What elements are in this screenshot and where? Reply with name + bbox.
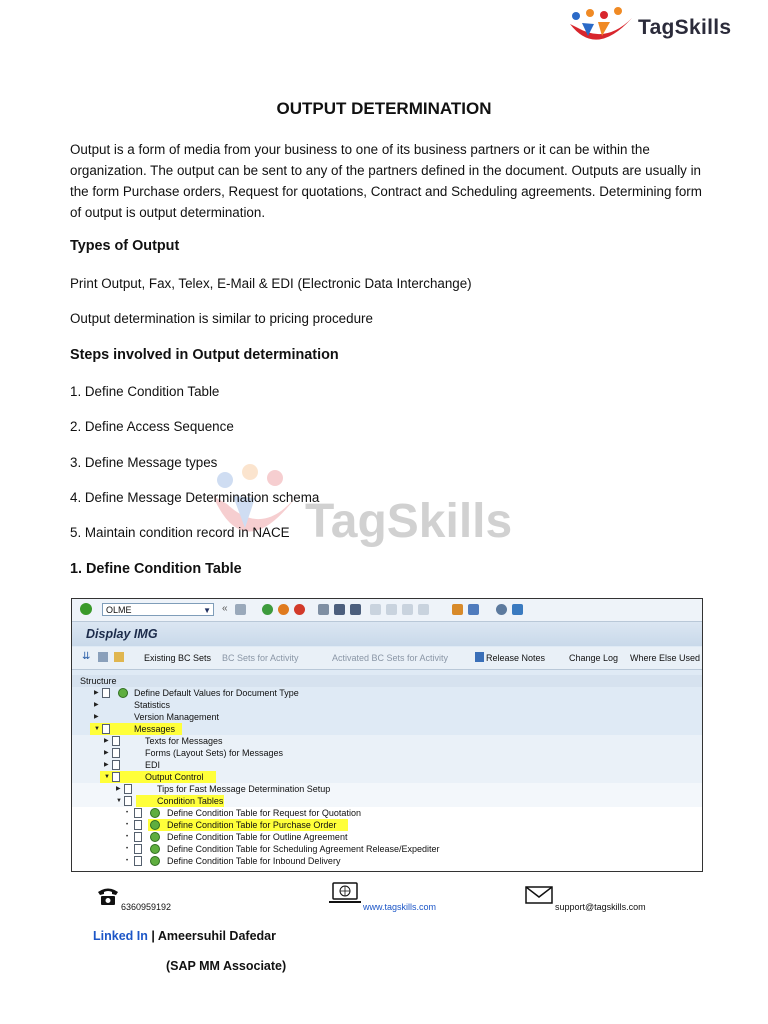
expand-subtree-icon[interactable]: ⇊	[82, 651, 91, 662]
collapse-icon[interactable]	[98, 652, 108, 662]
exit-icon[interactable]	[278, 604, 289, 615]
website-link[interactable]: www.tagskills.com	[363, 902, 437, 912]
author-line	[93, 929, 276, 943]
bc-sets-for-activity-button[interactable]: BC Sets for Activity	[222, 653, 299, 663]
tree-node-label: Define Condition Table for Outline Agreement	[167, 832, 348, 842]
step-item: 4. Define Message Determination schema	[70, 490, 320, 505]
tree-node-label: Condition Tables	[157, 796, 224, 806]
watermark-logo-icon	[205, 460, 305, 570]
email-address[interactable]: support@tagskills.com	[555, 902, 646, 912]
website-icon	[328, 882, 362, 906]
bc-set-icon[interactable]	[114, 652, 124, 662]
tree-node-label: Statistics	[134, 700, 171, 710]
where-else-used-button[interactable]: Where Else Used	[630, 653, 701, 663]
phone-number: 6360959192	[121, 902, 172, 912]
execute-icon[interactable]	[150, 832, 160, 842]
expand-arrow-icon[interactable]: ▶	[104, 738, 109, 744]
bullet-icon: •	[126, 822, 129, 828]
first-page-icon[interactable]	[370, 604, 381, 615]
document-icon	[112, 760, 120, 770]
chevron-down-icon[interactable]: ▼	[203, 606, 211, 615]
change-log-button[interactable]: Change Log	[569, 653, 619, 663]
collapse-arrow-icon[interactable]: ▼	[104, 774, 110, 780]
document-icon	[112, 772, 120, 782]
document-icon	[112, 736, 120, 746]
document-icon	[102, 688, 110, 698]
document-title: OUTPUT DETERMINATION	[276, 99, 492, 118]
bullet-icon: •	[126, 834, 129, 840]
document-icon	[134, 832, 142, 842]
existing-bc-sets-button[interactable]: Existing BC Sets	[144, 653, 212, 663]
shortcut-icon[interactable]	[468, 604, 479, 615]
structure-label: Structure	[80, 676, 117, 686]
document-icon	[134, 808, 142, 818]
last-page-icon[interactable]	[418, 604, 429, 615]
sap-system-toolbar	[72, 599, 702, 622]
watermark-text: TagSkills	[305, 495, 513, 548]
tree-node-label: Forms (Layout Sets) for Messages	[145, 748, 284, 758]
logo-mark-icon	[566, 6, 636, 52]
tree-node-label: Define Condition Table for Scheduling Agreement Release/Expediter	[167, 844, 440, 854]
cancel-icon[interactable]	[294, 604, 305, 615]
tree-node-label: Define Condition Table for Request for Quotation	[167, 808, 361, 818]
expand-arrow-icon[interactable]: ▶	[94, 690, 99, 696]
expand-arrow-icon[interactable]: ▶	[94, 702, 99, 708]
expand-arrow-icon[interactable]: ▶	[104, 750, 109, 756]
release-notes-button[interactable]: Release Notes	[486, 653, 546, 663]
layout-menu-icon[interactable]	[512, 604, 523, 615]
release-notes-icon	[475, 652, 484, 662]
expand-arrow-icon[interactable]: ▶	[116, 786, 121, 792]
document-icon	[112, 748, 120, 758]
command-field-value: OLME	[106, 605, 132, 615]
save-icon[interactable]	[235, 604, 246, 615]
find-icon[interactable]	[334, 604, 345, 615]
similar-text: Output determination is similar to pricing procedure	[70, 311, 373, 326]
bullet-icon: •	[126, 858, 129, 864]
tree-node-label: Define Condition Table for Inbound Delivery	[167, 856, 341, 866]
step-item: 2. Define Access Sequence	[70, 419, 234, 434]
document-icon	[102, 724, 110, 734]
tree-node-label: Output Control	[145, 772, 204, 782]
command-field[interactable]	[102, 603, 214, 616]
tree-node-label: EDI	[145, 760, 161, 770]
structure-header	[72, 675, 702, 687]
author-name: Ameersuhil Dafedar	[157, 929, 276, 943]
next-page-icon[interactable]	[402, 604, 413, 615]
execute-icon[interactable]	[150, 808, 160, 818]
intro-paragraph: Output is a form of media from your business to one of its business partners or it can be within the organization. The output can be sent to any of the partners defined in the document. Outputs are usually in the form Purchase orders, Request for quotations, Contract and Scheduling agreements. Determining form of output is output determination.	[70, 142, 702, 220]
collapse-arrow-icon[interactable]: ▼	[94, 726, 100, 732]
tree-node-label: Define Condition Table for Purchase Order	[167, 820, 337, 830]
document-icon	[134, 820, 142, 830]
watermark	[205, 460, 565, 570]
document-icon	[134, 844, 142, 854]
tree-node-label: Tips for Fast Message Determination Setup	[157, 784, 331, 794]
separator: |	[151, 929, 155, 943]
expand-arrow-icon[interactable]: ▶	[94, 714, 99, 720]
types-heading: Types of Output	[70, 238, 180, 254]
print-icon[interactable]	[318, 604, 329, 615]
document-icon	[124, 784, 132, 794]
execute-icon[interactable]	[150, 844, 160, 854]
linkedin-link[interactable]: Linked In	[93, 929, 148, 943]
collapse-arrow-icon[interactable]: ▼	[116, 798, 122, 804]
tree-node-label: Messages	[134, 724, 176, 734]
types-text: Print Output, Fax, Telex, E-Mail & EDI (Electronic Data Interchange)	[70, 276, 472, 291]
back-icon[interactable]	[262, 604, 273, 615]
tree-node-label: Define Default Values for Document Type	[134, 688, 299, 698]
activated-bc-sets-button[interactable]: Activated BC Sets for Activity	[332, 653, 449, 663]
enter-icon[interactable]	[80, 603, 92, 615]
tree-node-label: Texts for Messages	[145, 736, 223, 746]
section1-heading: 1. Define Condition Table	[70, 561, 242, 577]
screen-title-bar	[72, 622, 702, 646]
tagskills-logo	[566, 6, 762, 52]
step-item: 3. Define Message types	[70, 455, 218, 470]
help-icon[interactable]	[496, 604, 507, 615]
bullet-icon: •	[126, 810, 129, 816]
sap-screenshot	[71, 598, 703, 872]
double-chevron-left-icon[interactable]: «	[222, 603, 228, 614]
execute-icon[interactable]	[150, 820, 160, 830]
application-toolbar	[72, 647, 702, 670]
tree-node-label: Version Management	[134, 712, 220, 722]
logo-text: TagSkills	[638, 16, 732, 39]
execute-icon[interactable]	[150, 856, 160, 866]
step-item: 1. Define Condition Table	[70, 384, 220, 399]
step-item: 5. Maintain condition record in NACE	[70, 525, 290, 540]
bullet-icon: •	[126, 846, 129, 852]
author-role: (SAP MM Associate)	[166, 959, 287, 973]
email-icon	[525, 886, 553, 904]
screen-title: Display IMG	[86, 627, 158, 641]
find-next-icon[interactable]	[350, 604, 361, 615]
expand-arrow-icon[interactable]: ▶	[104, 762, 109, 768]
steps-heading: Steps involved in Output determination	[70, 347, 339, 363]
phone-icon	[96, 886, 120, 906]
document-icon	[134, 856, 142, 866]
document-icon	[124, 796, 132, 806]
execute-icon[interactable]	[118, 688, 128, 698]
previous-page-icon[interactable]	[386, 604, 397, 615]
create-session-icon[interactable]	[452, 604, 463, 615]
